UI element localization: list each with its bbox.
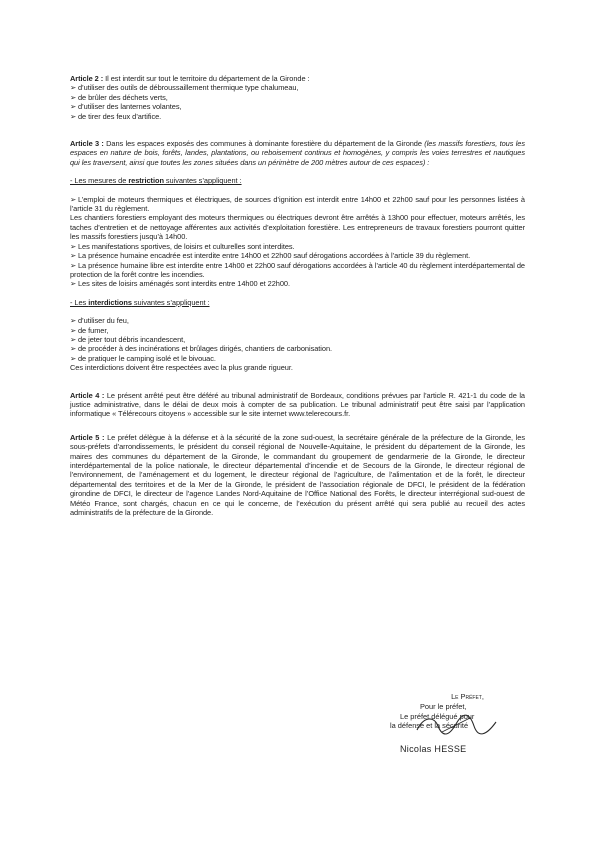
arrow-bullet-icon: ➢: [70, 260, 77, 270]
article-2-list: [70, 83, 525, 121]
list-item: ➢ de procéder à des incinérations et brûlages dirigés, chantiers de carbonisation.: [70, 344, 333, 354]
arrow-bullet-icon: ➢: [70, 334, 77, 344]
arrow-bullet-icon: ➢: [70, 194, 77, 204]
arrow-bullet-icon: ➢: [70, 241, 77, 251]
list-item: ➢ de tirer des feux d’artifice.: [70, 111, 162, 121]
signature-title: Le Préfet,: [451, 692, 484, 701]
signature-line-2: Le préfet délégué pour: [400, 711, 475, 721]
arrow-bullet-icon: ➢: [70, 353, 77, 363]
list-item: ➢ La présence humaine encadrée est interdite entre 14h00 et 22h00 sauf dérogations accordées à l’article 39 du règlement.: [70, 251, 471, 261]
arrow-bullet-icon: ➢: [70, 111, 77, 121]
article-3-intro: Article 3 : Dans les espaces exposés des communes à dominante forestière du département de la Gironde (les massifs forestiers, tous les espaces en nature de bois, forêts, landes, plantations, ou reboisement continus et homogènes, y compris les voies terrestres et nautiques qui les traversent, ainsi que toutes les zones situées dans un périmètre de 200 mètres autour de ces espaces) :: [70, 139, 525, 167]
document-page: [70, 74, 525, 517]
closing-note: Ces interdictions doivent être respectées avec la plus grande rigueur.: [70, 363, 293, 373]
list-item: Les chantiers forestiers employant des moteurs thermiques ou électriques devront être arrêtés à 13h00 pour effectuer, moteurs arrêtés, les taches d’entretien et de nettoyage afférentes aux activités d’exploitation forestière. Les entrepreneurs de travaux forestiers pourront quitter les massifs forestiers jusqu’à 14h00.: [70, 213, 525, 242]
arrow-bullet-icon: ➢: [70, 251, 77, 261]
restriction-section-title: - Les mesures de restriction suivantes s’appliquent :: [70, 176, 242, 186]
signature-line-3: la défense et la sécurité: [390, 721, 469, 731]
article-2-heading: Article 2 :: [70, 74, 104, 83]
list-item: ➢ Les sites de loisirs aménagés sont interdits entre 14h00 et 22h00.: [70, 279, 290, 289]
interdiction-list: [70, 316, 525, 372]
list-item: ➢ L’emploi de moteurs thermiques et électriques, de sources d’ignition est interdit entre 14h00 et 22h00 sauf pour les personnes listées à l’article 31 du règlement.: [70, 194, 525, 214]
arrow-bullet-icon: ➢: [70, 279, 77, 289]
article-5: Article 5 : Le préfet délègue à la défense et à la sécurité de la zone sud-ouest, la secrétaire générale de la préfecture de la Gironde, les sous-préfets d’arrondissements, le président du conseil régional de Nouvelle-Aquitaine, le président du département de la Gironde, les maires des communes du département de la Gironde, le commandant du groupement de gendarmerie de la Gironde, le directeur interdépartemental de la police nationale, le directeur départemental d’incendie et de Secours de la Gironde, le directeur régional de l’environnement, de l’aménagement et du logement, le directeur régional de l’agriculture, de l’alimentation et de la forêt, le directeur départemental des territoires et de la Mer de la Gironde, le président de l’association régionale de DFCI, le président de la fédération girondine de DFCI, le directeur de l’agence Landes Nord-Aquitaine de l’Office National des Forêts, le directeur interrégional sud-ouest de Météo France, sont chargés, chacun en ce qui le concerne, de l’exécution du présent arrêté qui sera publié au recueil des actes administratifs de la préfecture de la Gironde.: [70, 432, 525, 518]
signatory-name: Nicolas HESSE: [400, 744, 467, 755]
list-item: ➢ d’utiliser des lanternes volantes,: [70, 102, 182, 112]
arrow-bullet-icon: ➢: [70, 83, 77, 93]
handwritten-signature: [412, 712, 502, 740]
arrow-bullet-icon: ➢: [70, 102, 77, 112]
list-item: ➢ de brûler des déchets verts,: [70, 92, 168, 102]
list-item: ➢ La présence humaine libre est interdite entre 14h00 et 22h00 sauf dérogations accordées à l’article 40 du règlement interdépartemental de protection de la forêt contre les incendies.: [70, 260, 525, 279]
article-3-heading: Article 3 :: [70, 139, 104, 149]
list-item: ➢ d’utiliser du feu,: [70, 316, 129, 326]
list-item: ➢ de pratiquer le camping isolé et le bivouac.: [70, 353, 216, 363]
arrow-bullet-icon: ➢: [70, 325, 77, 335]
list-item: ➢ d’utiliser des outils de débroussaillement thermique type chalumeau,: [70, 83, 299, 93]
list-item: ➢ de jeter tout débris incandescent,: [70, 334, 186, 344]
signature-line-1: Pour le préfet,: [420, 701, 467, 711]
interdiction-section-title: - Les interdictions suivantes s’appliquent :: [70, 297, 210, 307]
article-2-intro: Article 2 : Il est interdit sur tout le territoire du département de la Gironde :: [70, 74, 310, 83]
arrow-bullet-icon: ➢: [70, 92, 77, 102]
article-4-heading: Article 4 :: [70, 390, 105, 400]
restriction-list: [70, 195, 525, 289]
article-4: Article 4 : Le présent arrêté peut être déféré au tribunal administratif de Bordeaux, conditions prévues par l’article R. 421-1 du code de la justice administrative, dans le délai de deux mois à compter de sa publication. Le tribunal administratif peut être saisi par l’application informatique « Télérecours citoyens » accessible sur le site internet www.telerecours.fr.: [70, 390, 525, 419]
article-5-heading: Article 5 :: [70, 432, 105, 442]
list-item: ➢ Les manifestations sportives, de loisirs et culturelles sont interdites.: [70, 241, 295, 251]
arrow-bullet-icon: ➢: [70, 316, 77, 326]
arrow-bullet-icon: ➢: [70, 344, 77, 354]
list-item: ➢ de fumer,: [70, 325, 109, 335]
